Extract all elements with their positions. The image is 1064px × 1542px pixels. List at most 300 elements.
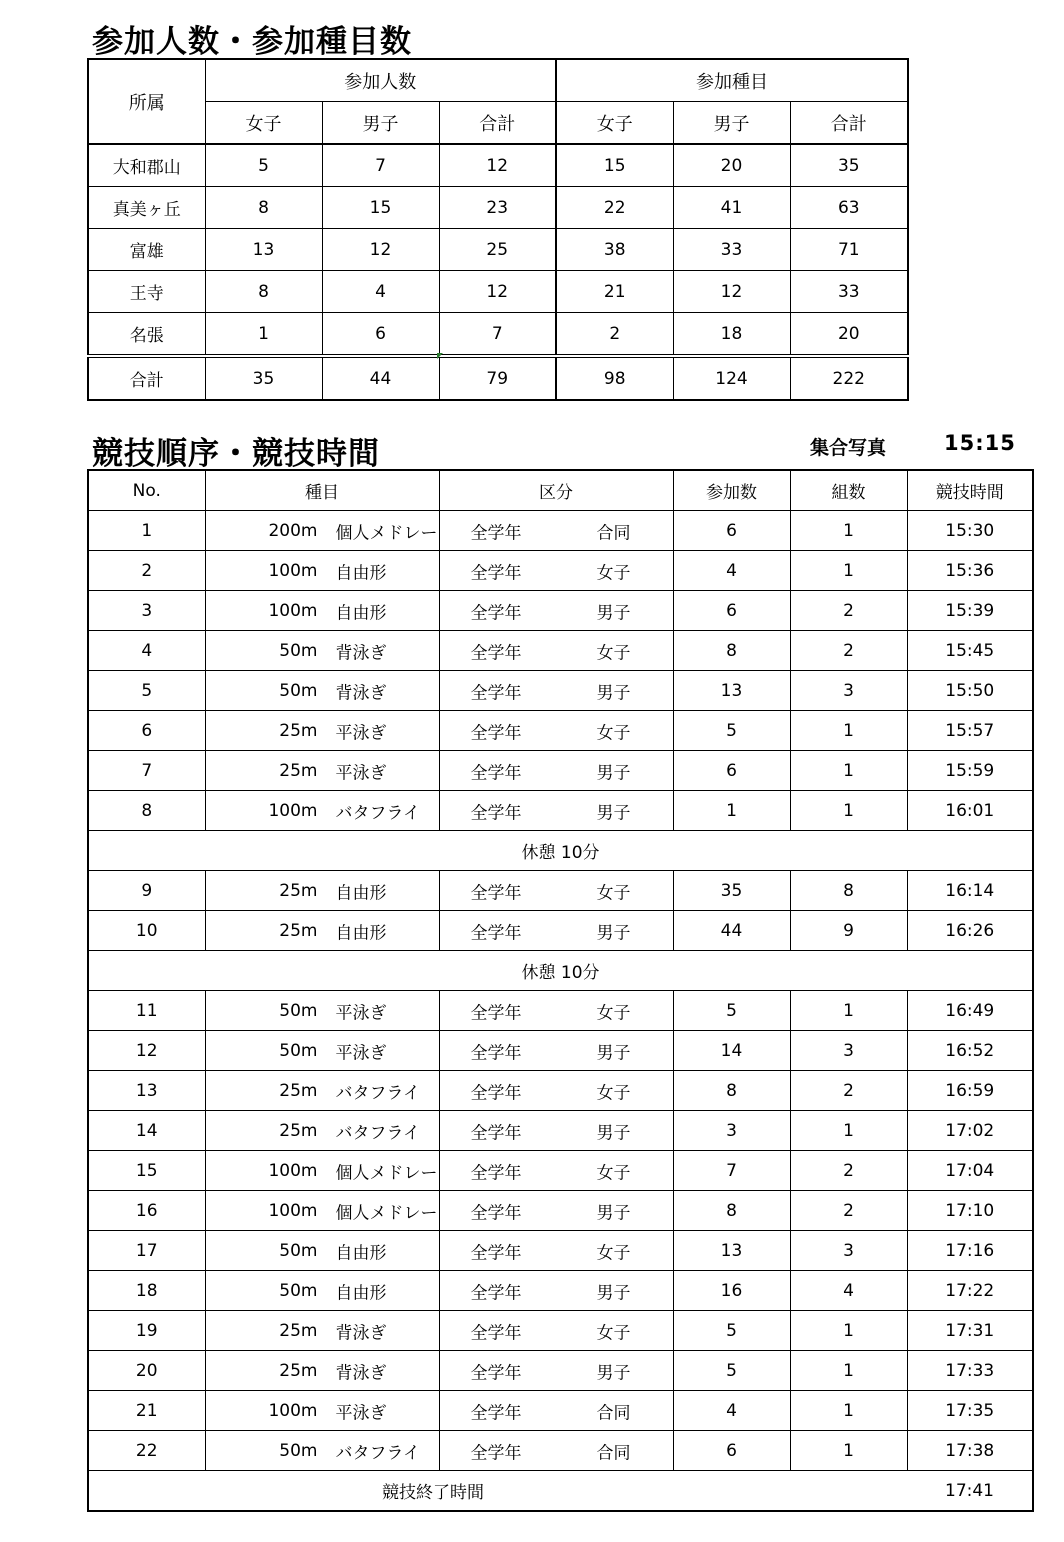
event-distance: 25m [279,760,318,781]
count-cell-p-t: 79 [439,356,556,400]
schedule-row [88,591,1033,631]
heats-cell: 2 [790,1151,907,1191]
division-grade: 全学年 [470,523,522,543]
division-grade: 全学年 [470,683,522,703]
entries-cell: 4 [673,1391,790,1431]
schedule-row [88,1111,1033,1151]
division-sex: 女子 [596,1243,631,1263]
event-distance: 100m [268,600,318,621]
count-cell-p-t: 23 [439,187,556,229]
events-female-header: 女子 [556,102,673,145]
count-cell-p-t: 12 [439,144,556,187]
count-cell-p-m: 15 [322,187,439,229]
event-stroke: 平泳ぎ [335,1043,387,1063]
event-distance: 100m [268,800,318,821]
event-cell [205,1351,439,1391]
heats-cell: 1 [790,1351,907,1391]
totals-row [88,356,908,400]
heats-cell: 2 [790,591,907,631]
participants-title: 参加人数・参加種目数 [92,24,412,60]
time-cell: 16:14 [907,871,1033,911]
count-cell-e-f: 98 [556,356,673,400]
division-sex: 男子 [596,803,631,823]
count-cell-e-f: 22 [556,187,673,229]
schedule-row [88,631,1033,671]
event-cell [205,1031,439,1071]
event-stroke: バタフライ [335,803,420,823]
division-sex: 男子 [596,1123,631,1143]
event-stroke: 自由形 [335,883,387,903]
division-cell [439,1391,673,1431]
division-grade: 全学年 [470,883,522,903]
count-cell-p-f: 8 [205,271,322,313]
division-grade: 全学年 [470,1083,522,1103]
time-cell: 17:38 [907,1431,1033,1471]
event-cell [205,1431,439,1471]
participants-total-header: 合計 [439,102,556,145]
division-grade: 全学年 [470,1163,522,1183]
entries-cell: 13 [673,671,790,711]
division-cell [439,1031,673,1071]
count-cell-e-f: 2 [556,313,673,357]
division-grade: 全学年 [470,1323,522,1343]
count-cell-p-m: 44 [322,356,439,400]
count-cell-p-f: 13 [205,229,322,271]
division-cell [439,1071,673,1111]
time-cell: 15:45 [907,631,1033,671]
event-stroke: 平泳ぎ [335,1403,387,1423]
affiliation-row [88,144,908,187]
event-stroke: 平泳ぎ [335,763,387,783]
division-grade: 全学年 [470,1283,522,1303]
event-distance: 25m [279,1120,318,1141]
event-cell [205,711,439,751]
entries-cell: 35 [673,871,790,911]
division-grade: 全学年 [470,1363,522,1383]
end-time-row [88,1471,1033,1512]
event-cell [205,1191,439,1231]
count-cell-e-m: 20 [673,144,790,187]
count-cell-e-t: 222 [790,356,908,400]
division-sex: 女子 [596,883,631,903]
heats-header: 組数 [790,470,907,511]
entries-cell: 3 [673,1111,790,1151]
race-number: 5 [88,671,205,711]
time-cell: 15:39 [907,591,1033,631]
time-header: 競技時間 [907,470,1033,511]
event-distance: 50m [279,1000,318,1021]
schedule-row [88,551,1033,591]
event-cell [205,511,439,551]
race-number: 13 [88,1071,205,1111]
division-cell [439,671,673,711]
time-cell: 15:50 [907,671,1033,711]
division-sex: 男子 [596,763,631,783]
event-distance: 50m [279,1440,318,1461]
entries-cell: 5 [673,1311,790,1351]
division-cell [439,1271,673,1311]
division-cell [439,591,673,631]
race-number: 9 [88,871,205,911]
event-distance: 100m [268,1400,318,1421]
count-cell-e-m: 12 [673,271,790,313]
entries-cell: 5 [673,711,790,751]
race-number: 18 [88,1271,205,1311]
division-sex: 男子 [596,923,631,943]
event-stroke: 背泳ぎ [335,1323,387,1343]
count-cell-p-f: 8 [205,187,322,229]
heats-cell: 1 [790,711,907,751]
schedule-row [88,871,1033,911]
entries-cell: 13 [673,1231,790,1271]
time-cell: 17:35 [907,1391,1033,1431]
event-stroke: 平泳ぎ [335,723,387,743]
event-stroke: 個人メドレー [335,523,438,543]
time-cell: 16:52 [907,1031,1033,1071]
division-sex: 男子 [596,603,631,623]
division-grade: 全学年 [470,923,522,943]
division-cell [439,1151,673,1191]
time-cell: 16:59 [907,1071,1033,1111]
group-photo-label: 集合写真 [810,437,887,459]
schedule-row [88,991,1033,1031]
event-stroke: 自由形 [335,603,387,623]
division-cell [439,911,673,951]
division-cell [439,1351,673,1391]
count-cell-e-t: 20 [790,313,908,357]
time-cell: 16:01 [907,791,1033,831]
entries-cell: 14 [673,1031,790,1071]
event-cell [205,991,439,1031]
entries-cell: 8 [673,1191,790,1231]
race-number: 3 [88,591,205,631]
event-distance: 25m [279,1360,318,1381]
schedule-table [87,469,1034,1512]
race-number: 6 [88,711,205,751]
event-stroke: 自由形 [335,923,387,943]
event-distance: 25m [279,880,318,901]
time-cell: 17:33 [907,1351,1033,1391]
time-cell: 17:16 [907,1231,1033,1271]
race-number: 8 [88,791,205,831]
event-distance: 50m [279,1280,318,1301]
entries-cell: 1 [673,791,790,831]
entries-cell: 7 [673,1151,790,1191]
race-number: 1 [88,511,205,551]
heats-cell: 2 [790,1071,907,1111]
event-stroke: 自由形 [335,563,387,583]
count-cell-p-f: 35 [205,356,322,400]
affiliation-row [88,187,908,229]
heats-cell: 1 [790,1111,907,1151]
division-cell [439,871,673,911]
race-number: 15 [88,1151,205,1191]
schedule-row [88,791,1033,831]
count-cell-p-t: 7 [439,313,556,357]
race-number: 20 [88,1351,205,1391]
end-time-value: 17:41 [907,1471,1033,1512]
event-distance: 100m [268,1160,318,1181]
count-cell-e-f: 21 [556,271,673,313]
break-row [88,951,1033,991]
break-cell: 休憩 10分 [88,951,1033,991]
time-cell: 17:22 [907,1271,1033,1311]
time-cell: 15:36 [907,551,1033,591]
event-cell [205,631,439,671]
division-grade: 全学年 [470,1403,522,1423]
break-row [88,831,1033,871]
heats-cell: 4 [790,1271,907,1311]
division-cell [439,1311,673,1351]
division-cell [439,711,673,751]
heats-cell: 8 [790,871,907,911]
event-stroke: バタフライ [335,1443,420,1463]
time-cell: 16:49 [907,991,1033,1031]
event-distance: 25m [279,720,318,741]
division-sex: 女子 [596,1083,631,1103]
heats-cell: 1 [790,751,907,791]
schedule-row [88,751,1033,791]
division-cell [439,1111,673,1151]
schedule-row [88,1431,1033,1471]
heats-cell: 3 [790,1031,907,1071]
schedule-row [88,1071,1033,1111]
count-cell-p-m: 7 [322,144,439,187]
event-header: 種目 [205,470,439,511]
heats-cell: 1 [790,1391,907,1431]
race-number: 16 [88,1191,205,1231]
division-cell [439,991,673,1031]
event-stroke: バタフライ [335,1123,420,1143]
event-stroke: バタフライ [335,1083,420,1103]
count-cell-e-t: 63 [790,187,908,229]
race-number: 19 [88,1311,205,1351]
event-cell [205,551,439,591]
entries-cell: 6 [673,591,790,631]
event-stroke: 個人メドレー [335,1163,438,1183]
event-cell [205,1311,439,1351]
affiliation-cell: 名張 [88,313,205,357]
affiliation-cell: 富雄 [88,229,205,271]
division-sex: 女子 [596,1163,631,1183]
count-cell-e-m: 124 [673,356,790,400]
heats-cell: 1 [790,1311,907,1351]
no-header: No. [88,470,205,511]
division-cell [439,791,673,831]
division-grade: 全学年 [470,603,522,623]
schedule-row [88,1031,1033,1071]
event-distance: 200m [268,520,318,541]
division-cell [439,1431,673,1471]
entries-cell: 5 [673,1351,790,1391]
count-cell-p-f: 1 [205,313,322,357]
event-cell [205,1071,439,1111]
schedule-row [88,1231,1033,1271]
time-cell: 17:04 [907,1151,1033,1191]
affiliation-row [88,313,908,357]
division-grade: 全学年 [470,1443,522,1463]
count-cell-p-t: 12 [439,271,556,313]
heats-cell: 1 [790,791,907,831]
heats-cell: 2 [790,631,907,671]
events-total-header: 合計 [790,102,908,145]
count-cell-p-m: 6 [322,313,439,357]
participants-female-header: 女子 [205,102,322,145]
event-cell [205,871,439,911]
division-sex: 男子 [596,1363,631,1383]
count-cell-p-t: 25 [439,229,556,271]
schedule-row [88,1271,1033,1311]
affiliation-cell: 真美ヶ丘 [88,187,205,229]
division-grade: 全学年 [470,723,522,743]
time-cell: 15:59 [907,751,1033,791]
division-sex: 男子 [596,1043,631,1063]
division-grade: 全学年 [470,1003,522,1023]
count-cell-e-m: 33 [673,229,790,271]
schedule-row [88,1351,1033,1391]
division-header: 区分 [439,470,673,511]
affiliation-cell: 王寺 [88,271,205,313]
time-cell: 15:30 [907,511,1033,551]
event-cell [205,911,439,951]
race-number: 2 [88,551,205,591]
affiliation-row [88,229,908,271]
heats-cell: 1 [790,1431,907,1471]
event-stroke: 背泳ぎ [335,1363,387,1383]
division-sex: 合同 [596,523,631,543]
entries-cell: 16 [673,1271,790,1311]
event-distance: 50m [279,680,318,701]
entries-cell: 6 [673,1431,790,1471]
division-sex: 男子 [596,1203,631,1223]
count-cell-e-t: 33 [790,271,908,313]
division-grade: 全学年 [470,643,522,663]
race-number: 14 [88,1111,205,1151]
event-distance: 100m [268,560,318,581]
division-sex: 男子 [596,1283,631,1303]
participants-table [87,58,909,401]
race-number: 17 [88,1231,205,1271]
division-sex: 合同 [596,1443,631,1463]
division-cell [439,1191,673,1231]
event-cell [205,751,439,791]
entries-cell: 8 [673,631,790,671]
division-grade: 全学年 [470,763,522,783]
event-stroke: 自由形 [335,1243,387,1263]
schedule-title: 競技順序・競技時間 [92,436,380,472]
event-stroke: 個人メドレー [335,1203,438,1223]
schedule-row [88,1191,1033,1231]
count-cell-e-m: 41 [673,187,790,229]
participants-header: 参加人数 [205,59,556,102]
event-distance: 25m [279,1320,318,1341]
count-cell-e-t: 35 [790,144,908,187]
time-cell: 17:31 [907,1311,1033,1351]
division-grade: 全学年 [470,803,522,823]
division-grade: 全学年 [470,1123,522,1143]
affiliation-row [88,271,908,313]
count-cell-p-f: 5 [205,144,322,187]
race-number: 22 [88,1431,205,1471]
count-cell-e-f: 38 [556,229,673,271]
division-cell [439,751,673,791]
group-photo-time: 15:15 [944,431,1016,455]
heats-cell: 1 [790,551,907,591]
division-grade: 全学年 [470,563,522,583]
race-number: 10 [88,911,205,951]
time-cell: 17:02 [907,1111,1033,1151]
event-stroke: 平泳ぎ [335,1003,387,1023]
count-cell-e-m: 18 [673,313,790,357]
event-stroke: 背泳ぎ [335,643,387,663]
schedule-row [88,911,1033,951]
affiliation-cell: 合計 [88,356,205,400]
division-sex: 合同 [596,1403,631,1423]
heats-cell: 1 [790,991,907,1031]
division-grade: 全学年 [470,1243,522,1263]
event-cell [205,1151,439,1191]
schedule-row [88,1151,1033,1191]
time-cell: 17:10 [907,1191,1033,1231]
event-cell [205,671,439,711]
race-number: 4 [88,631,205,671]
race-number: 11 [88,991,205,1031]
division-grade: 全学年 [470,1043,522,1063]
time-cell: 15:57 [907,711,1033,751]
race-number: 12 [88,1031,205,1071]
affiliation-header: 所属 [88,59,205,144]
break-cell: 休憩 10分 [88,831,1033,871]
division-cell [439,1231,673,1271]
affiliation-cell: 大和郡山 [88,144,205,187]
event-stroke: 背泳ぎ [335,683,387,703]
event-distance: 100m [268,1200,318,1221]
entries-cell: 6 [673,751,790,791]
entries-cell: 44 [673,911,790,951]
heats-cell: 9 [790,911,907,951]
division-sex: 女子 [596,723,631,743]
events-male-header: 男子 [673,102,790,145]
participants-male-header: 男子 [322,102,439,145]
division-grade: 全学年 [470,1203,522,1223]
schedule-row [88,711,1033,751]
division-sex: 女子 [596,643,631,663]
event-cell [205,1231,439,1271]
event-stroke: 自由形 [335,1283,387,1303]
heats-cell: 3 [790,671,907,711]
time-cell: 16:26 [907,911,1033,951]
end-time-label: 競技終了時間 [88,1471,907,1512]
heats-cell: 2 [790,1191,907,1231]
event-cell [205,1391,439,1431]
heats-cell: 1 [790,511,907,551]
event-distance: 50m [279,640,318,661]
division-cell [439,511,673,551]
count-cell-p-m: 4 [322,271,439,313]
entries-header: 参加数 [673,470,790,511]
division-sex: 女子 [596,1323,631,1343]
division-sex: 女子 [596,1003,631,1023]
schedule-row [88,1391,1033,1431]
race-number: 21 [88,1391,205,1431]
events-header: 参加種目 [556,59,908,102]
event-cell [205,1111,439,1151]
entries-cell: 8 [673,1071,790,1111]
event-distance: 25m [279,1080,318,1101]
division-sex: 女子 [596,563,631,583]
division-cell [439,551,673,591]
count-cell-p-m: 12 [322,229,439,271]
